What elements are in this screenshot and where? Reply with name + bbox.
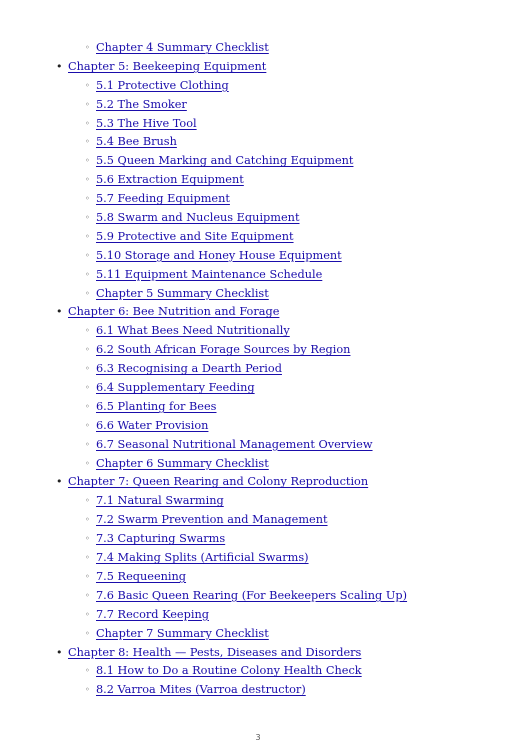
toc-chapter-link[interactable]: Chapter 7: Queen Rearing and Colony Reproduction [68,475,369,489]
circle-bullet-icon: ◦ [85,534,90,544]
toc-section-item [0,568,516,587]
toc-section-link[interactable]: 5.10 Storage and Honey House Equipment [96,248,342,262]
circle-bullet-icon: ◦ [85,156,90,166]
toc-section-link[interactable]: 5.11 Equipment Maintenance Schedule [96,267,323,281]
circle-bullet-icon: ◦ [85,175,90,185]
toc-section-item [0,662,516,681]
toc-section-link[interactable]: 5.5 Queen Marking and Catching Equipment [96,154,354,168]
toc-chapter-item [0,644,516,663]
toc-section-link[interactable]: 6.4 Supplementary Feeding [96,381,255,395]
circle-bullet-icon: ◦ [85,685,90,695]
toc-section-item [0,77,516,96]
toc-section-link[interactable]: 6.7 Seasonal Nutritional Management Overview [96,437,373,451]
toc-section-item [0,341,516,360]
toc-section-link[interactable]: 5.2 The Smoker [96,97,187,111]
circle-bullet-icon: ◦ [85,401,90,411]
toc-section-item [0,455,516,474]
toc-section-link[interactable]: 8.1 How to Do a Routine Colony Health Check [96,664,362,678]
circle-bullet-icon: ◦ [85,496,90,506]
circle-bullet-icon: ◦ [85,269,90,279]
toc-section-item [0,681,516,700]
toc-section-link[interactable]: 5.1 Protective Clothing [96,78,229,92]
toc-section-item [0,606,516,625]
circle-bullet-icon: ◦ [85,194,90,204]
toc-section-item [0,96,516,115]
circle-bullet-icon: ◦ [85,80,90,90]
toc-section-item [0,625,516,644]
circle-bullet-icon: ◦ [85,213,90,223]
circle-bullet-icon: ◦ [85,666,90,676]
toc-section-item [0,492,516,511]
toc-section-link[interactable]: 5.3 The Hive Tool [96,116,197,130]
circle-bullet-icon: ◦ [85,137,90,147]
bullet-icon: • [56,645,63,659]
circle-bullet-icon: ◦ [85,231,90,241]
bullet-icon: • [56,305,63,319]
toc-section-item [0,398,516,417]
toc-section-item [0,549,516,568]
toc-section-link[interactable]: 6.6 Water Provision [96,418,209,432]
toc-section-link[interactable]: 5.6 Extraction Equipment [96,173,244,187]
toc-section-link[interactable]: 5.8 Swarm and Nucleus Equipment [96,211,300,225]
toc-section-item [0,530,516,549]
toc-section-item [0,436,516,455]
toc-section-link[interactable]: 6.3 Recognising a Dearth Period [96,362,282,376]
toc-section-item [0,360,516,379]
toc-section-item [0,171,516,190]
toc-section-link[interactable]: 6.5 Planting for Bees [96,399,217,413]
circle-bullet-icon: ◦ [85,288,90,298]
toc-section-link[interactable]: 7.6 Basic Queen Rearing (For Beekeepers Scaling Up) [96,588,408,602]
toc-section-link[interactable]: 7.3 Capturing Swarms [96,532,226,546]
toc-chapter-item [0,58,516,77]
toc-section-link[interactable]: Chapter 6 Summary Checklist [96,456,269,470]
circle-bullet-icon: ◦ [85,99,90,109]
toc-section-item [0,587,516,606]
toc-section-link[interactable]: 7.5 Requeening [96,569,187,583]
toc-section-item [0,228,516,247]
circle-bullet-icon: ◦ [85,250,90,260]
toc-section-item [0,379,516,398]
circle-bullet-icon: ◦ [85,439,90,449]
toc-section-item [0,152,516,171]
toc-section-link[interactable]: 8.2 Varroa Mites (Varroa destructor) [96,683,306,697]
circle-bullet-icon: ◦ [85,118,90,128]
toc-section-item [0,133,516,152]
bullet-icon: • [56,59,63,73]
circle-bullet-icon: ◦ [85,326,90,336]
toc-section-link[interactable]: Chapter 5 Summary Checklist [96,286,269,300]
toc-section-link[interactable]: 7.7 Record Keeping [96,607,209,621]
circle-bullet-icon: ◦ [85,571,90,581]
table-of-contents [0,39,516,700]
toc-section-item [0,511,516,530]
toc-section-link[interactable]: 7.1 Natural Swarming [96,494,224,508]
toc-section-item [0,247,516,266]
toc-section-link[interactable]: 5.9 Protective and Site Equipment [96,229,294,243]
toc-section-item [0,417,516,436]
toc-section-link[interactable]: 7.4 Making Splits (Artificial Swarms) [96,551,309,565]
toc-chapter-link[interactable]: Chapter 6: Bee Nutrition and Forage [68,305,280,319]
toc-section-item [0,322,516,341]
circle-bullet-icon: ◦ [85,628,90,638]
circle-bullet-icon: ◦ [85,345,90,355]
toc-section-item [0,39,516,58]
toc-section-item [0,115,516,134]
page-number: 3 [255,733,261,742]
toc-section-link[interactable]: 5.4 Bee Brush [96,135,177,149]
bullet-icon: • [56,475,63,489]
circle-bullet-icon: ◦ [85,553,90,563]
toc-section-link[interactable]: Chapter 4 Summary Checklist [96,41,269,54]
toc-chapter-link[interactable]: Chapter 5: Beekeeping Equipment [68,59,267,73]
toc-section-link[interactable]: 6.1 What Bees Need Nutritionally [96,324,290,338]
toc-section-item [0,190,516,209]
circle-bullet-icon: ◦ [85,43,90,52]
toc-section-item [0,285,516,304]
circle-bullet-icon: ◦ [85,590,90,600]
circle-bullet-icon: ◦ [85,458,90,468]
circle-bullet-icon: ◦ [85,420,90,430]
circle-bullet-icon: ◦ [85,383,90,393]
toc-section-link[interactable]: 5.7 Feeding Equipment [96,192,230,206]
circle-bullet-icon: ◦ [85,364,90,374]
toc-section-item [0,209,516,228]
toc-section-item [0,266,516,285]
toc-section-link[interactable]: 7.2 Swarm Prevention and Management [96,513,328,527]
toc-section-link[interactable]: Chapter 7 Summary Checklist [96,626,269,640]
toc-section-link[interactable]: 6.2 South African Forage Sources by Region [96,343,351,357]
toc-chapter-link[interactable]: Chapter 8: Health — Pests, Diseases and Disorders [68,645,362,659]
toc-chapter-item [0,473,516,492]
circle-bullet-icon: ◦ [85,515,90,525]
circle-bullet-icon: ◦ [85,609,90,619]
toc-chapter-item [0,303,516,322]
